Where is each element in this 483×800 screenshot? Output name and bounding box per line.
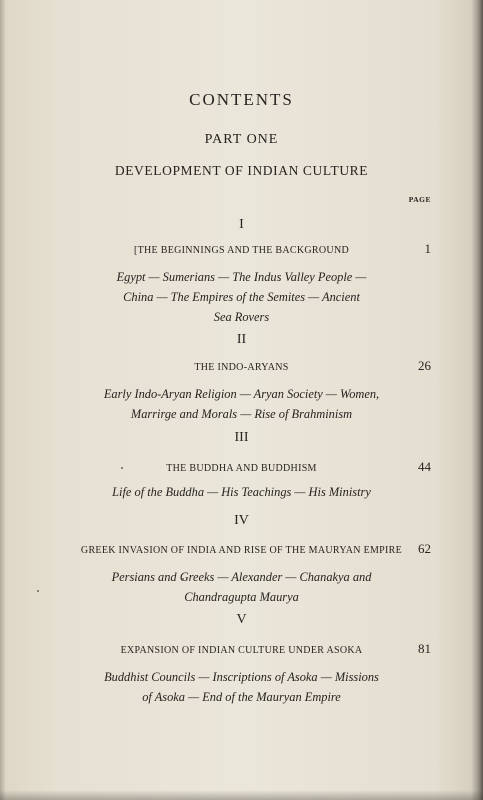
paper-speck <box>37 590 39 592</box>
description-line: Chandragupta Maurya <box>184 590 299 604</box>
description-line: Marrirge and Morals — Rise of Brahminism <box>130 407 353 421</box>
description-line: China — The Empires of the Semites — Ancient <box>123 290 360 304</box>
description-line: Egypt — Sumerians — The Indus Valley People — <box>116 270 367 284</box>
chapter-numeral: IV <box>234 513 249 528</box>
chapter-page-number: 44 <box>418 459 431 474</box>
chapter-heading: THE BUDDHA AND BUDDHISM <box>166 463 317 474</box>
chapter-page-number: 81 <box>418 641 431 656</box>
contents-title: CONTENTS <box>189 90 294 109</box>
chapter-numeral: III <box>234 430 249 445</box>
chapter-description <box>60 567 423 607</box>
description-line: Life of the Buddha — His Teachings — His Ministry <box>112 485 371 499</box>
page-gutter-shadow <box>0 0 6 800</box>
chapter-numeral: V <box>236 612 247 627</box>
chapter-description <box>60 667 423 707</box>
chapter-page-number: 62 <box>418 541 431 556</box>
description-line: Buddhist Councils — Inscriptions of Asoka — Missions <box>104 670 379 684</box>
chapter-heading: GREEK INVASION OF INDIA AND RISE OF THE MAURYAN EMPIRE <box>80 545 403 556</box>
chapter-page-number: 1 <box>424 241 431 256</box>
page-edge-shadow <box>471 0 483 800</box>
chapter-heading: [THE BEGINNINGS AND THE BACKGROUND <box>133 245 349 256</box>
part-heading: PART ONE <box>204 132 279 147</box>
description-line: of Asoka — End of the Mauryan Empire <box>142 690 341 704</box>
chapter-page-number: 26 <box>418 358 431 373</box>
part-subtitle: DEVELOPMENT OF INDIAN CULTURE <box>114 163 369 178</box>
chapter-heading: EXPANSION OF INDIAN CULTURE UNDER ASOKA <box>120 645 363 656</box>
page-column-label: PAGE <box>408 195 431 204</box>
chapter-description <box>60 384 423 424</box>
page-bottom-shadow <box>0 790 483 800</box>
chapter-heading: THE INDO-ARYANS <box>194 362 289 373</box>
chapter-numeral: II <box>236 332 247 347</box>
description-line: Persians and Greeks — Alexander — Chanakya and <box>111 570 372 584</box>
chapter-description <box>60 267 423 327</box>
description-line: Early Indo-Aryan Religion — Aryan Society — Women, <box>103 387 380 401</box>
chapter-numeral: I <box>239 217 244 232</box>
description-line: Sea Rovers <box>213 310 270 324</box>
chapter-description <box>60 482 423 502</box>
